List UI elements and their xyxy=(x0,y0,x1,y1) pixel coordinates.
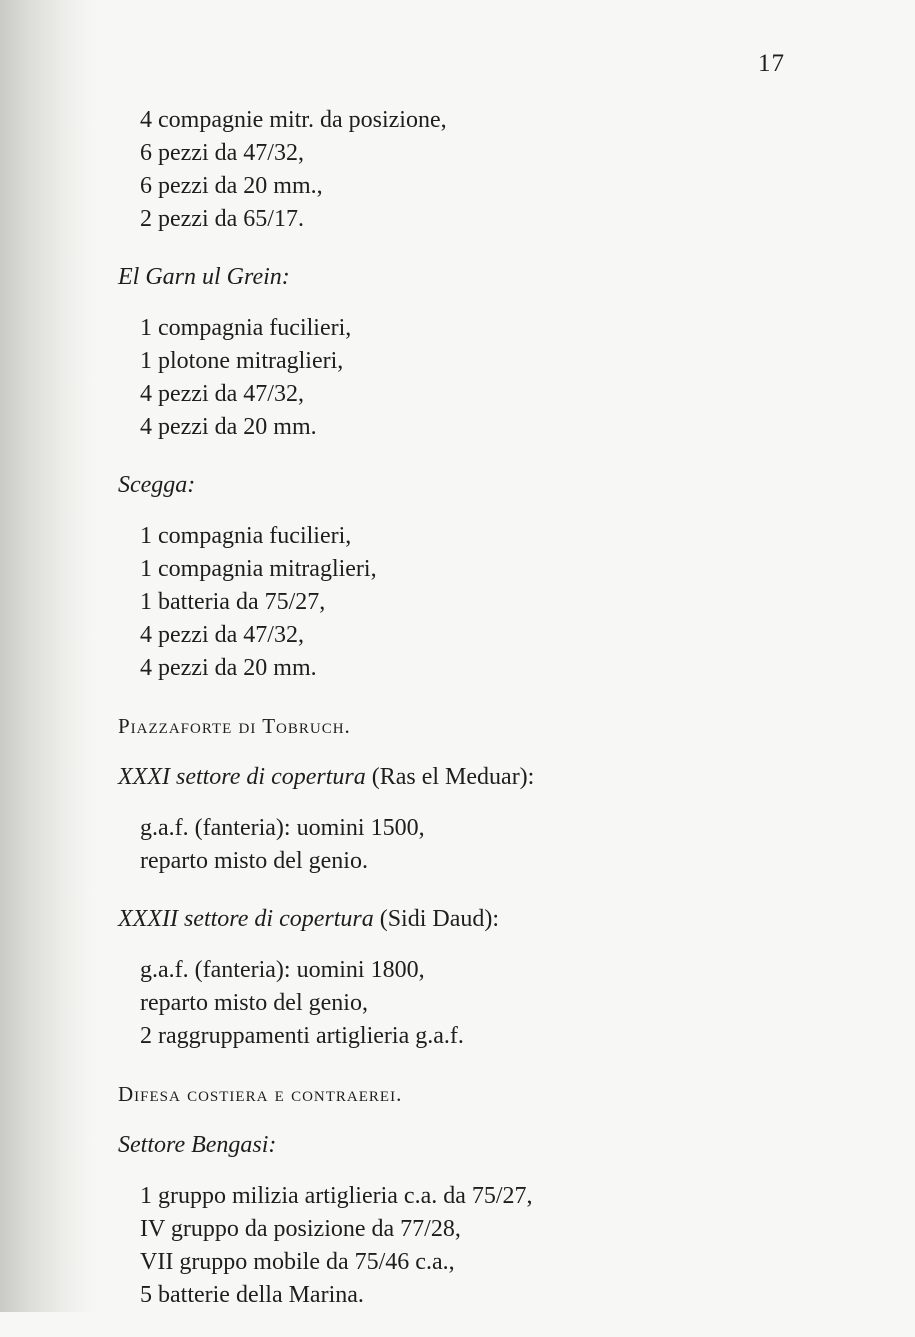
section-heading-difesa: Difesa costiera e contraerei. xyxy=(118,1082,403,1106)
section-heading-xxxii xyxy=(118,903,878,936)
list-item: 2 pezzi da 65/17. xyxy=(140,206,304,232)
heading-italic-part: XXXII settore di copertura xyxy=(118,906,374,932)
section-heading-el-garn: El Garn ul Grein: xyxy=(118,264,290,290)
list-item: 6 pezzi da 47/32, xyxy=(140,140,304,166)
list-item: 1 compagnia fucilieri, xyxy=(140,523,352,549)
list-item: 1 batteria da 75/27, xyxy=(140,589,326,615)
heading-normal-part: (Ras el Meduar): xyxy=(365,764,535,790)
list-item: 1 compagnia fucilieri, xyxy=(140,315,352,341)
list-item: 4 pezzi da 47/32, xyxy=(140,622,304,648)
page-number: 17 xyxy=(758,50,785,77)
list-item: g.a.f. (fanteria): uomini 1500, xyxy=(140,815,425,841)
list-item: g.a.f. (fanteria): uomini 1800, xyxy=(140,957,425,983)
list-item: reparto misto del genio. xyxy=(140,848,368,874)
top-list xyxy=(118,104,878,236)
section-heading-bengasi: Settore Bengasi: xyxy=(118,1132,277,1158)
heading-italic-part: XXXI settore di copertura xyxy=(118,764,366,790)
list-item: 6 pezzi da 20 mm., xyxy=(140,173,323,199)
list-item: 1 plotone mitraglieri, xyxy=(140,348,344,374)
list-item: 2 raggruppamenti artiglieria g.a.f. xyxy=(140,1023,464,1049)
list-item: IV gruppo da posizione da 77/28, xyxy=(140,1216,461,1242)
page-content xyxy=(118,104,878,1337)
list-item: reparto misto del genio, xyxy=(140,990,368,1016)
list-item: 4 pezzi da 20 mm. xyxy=(140,655,317,681)
list-item: 4 compagnie mitr. da posizione, xyxy=(140,107,447,133)
xxxi-list xyxy=(118,812,878,878)
heading-normal-part: (Sidi Daud): xyxy=(373,906,500,932)
list-item: VII gruppo mobile da 75/46 c.a., xyxy=(140,1249,455,1275)
section-heading-tobruch: Piazzaforte di Tobruch. xyxy=(118,714,351,738)
list-item: 4 pezzi da 47/32, xyxy=(140,381,304,407)
list-item: 1 gruppo milizia artiglieria c.a. da 75/27, xyxy=(140,1183,533,1209)
list-item: 4 pezzi da 20 mm. xyxy=(140,414,317,440)
el-garn-list xyxy=(118,312,878,444)
section-heading-scegga: Scegga: xyxy=(118,472,196,498)
list-item: 1 compagnia mitraglieri, xyxy=(140,556,377,582)
scegga-list xyxy=(118,520,878,685)
xxxii-list xyxy=(118,954,878,1053)
bengasi-list xyxy=(118,1180,878,1312)
list-item: 5 batterie della Marina. xyxy=(140,1282,364,1308)
section-heading-xxxi xyxy=(118,761,878,794)
